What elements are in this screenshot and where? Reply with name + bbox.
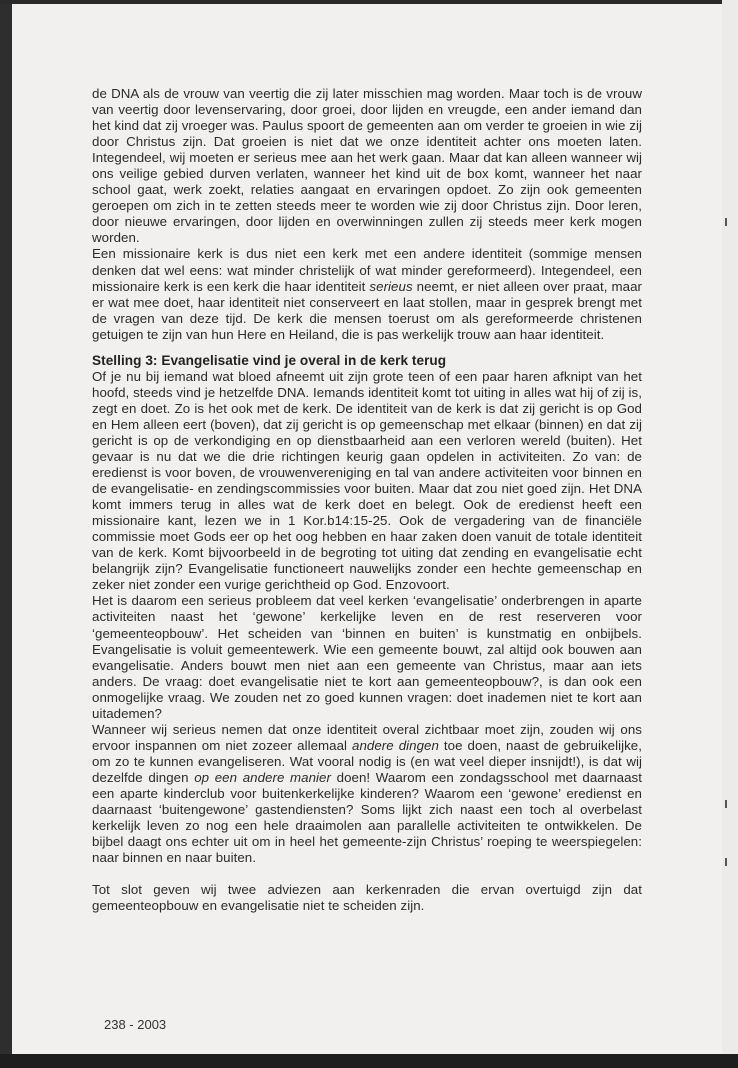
text-run: Of je nu bij iemand wat bloed afneemt uit zijn grote teen of een paar haren afknipt van het hoofd, steeds vind je hetzelfde DNA. Iemands identiteit komt tot uiting in alles wat hij of zij is, zegt en doet. Zo is het ook met de kerk. De identiteit van de kerk is dat zij gericht is op God en Hem alleen eert (boven), dat zij gericht is op gemeenschap met elkaar (binnen) en dat zij gericht is op de verkondiging en op dienstbaarheid aan een verloren wereld (buiten). Het gevaar is nu dat we die drie richtingen keurig gaan opdelen in activiteiten. Zo van: de eredienst is voor boven, de vrouwenvereniging en tal van andere activiteiten voor binnen en de evangelisatie- en zendingscommissies voor buiten. Maar dat zou niet goed zijn. Het DNA komt immers terug in alles wat de kerk doet en belegt. Ook de eredienst heeft een missionaire kant, lezen we in 1 Kor.b14:15-25. Ook de vergadering van de financiële commissie moet Gods eer op het oog hebben en haar zaken doen vanuit de totale identiteit van de kerk. Komt bijvoorbeeld in de begroting tot uiting dat zending en evangelisatie echt belangrijk zijn? Evangelisatie functioneert nauwelijks zonder een hechte gemeenschap en zeker niet zonder een vurige gerichtheid op God. Enzovoort. [92, 368, 642, 593]
paragraph [92, 722, 642, 866]
margin-mark [725, 858, 727, 866]
text-run: neemt, er niet alleen over praat, maar er wat mee doet, haar identiteit niet conserveert en laat stollen, maar in gesprek brengt met de vragen van deze tijd. De kerk die mensen toerust om als gereformeerde christenen getuigen te zijn van hun Here en Heiland, die is pas werkelijk trouw aan haar identiteit. [92, 278, 642, 342]
emphasis-text: op een andere manier [194, 769, 331, 785]
section-intro [92, 86, 642, 343]
section-heading: Stelling 3: Evangelisatie vind je overal in de kerk terug [92, 352, 447, 368]
text-run: de DNA als de vrouw van veertig die zij later misschien mag worden. Maar toch is de vrouw van veertig door levenservaring, door groei, door lijden en vreugde, een ander iemand dan het kind dat zij vroeger was. Paulus spoort de gemeenten aan om verder te groeien in wie zij door Christus zijn. Dat groeien is niet dat we onze identiteit achter ons moeten laten. Integendeel, wij moeten er serieus mee aan het werk gaan. Maar dat kan alleen wanneer wij ons veilige gebied durven verlaten, wanneer het kind uit de box komt, wanneer het naar school gaat, werk zoekt, relaties aangaat en ervaringen opdoet. Zo zijn ook gemeenten geroepen om zich in te zetten steeds meer te worden wie zij door Christus zijn. Door leren, door nieuwe ervaringen, door lijden en overwinningen zullen zij steeds meer kerk mogen worden. [92, 86, 642, 246]
text-run: Een missionaire kerk is dus niet een kerk met een andere identiteit (sommige mensen denken dat wel eens: wat minder christelijk of wat minder gereformeerd). Integendeel, een missionaire kerk is een kerk die haar identiteit [92, 246, 642, 294]
text-run: toe doen, naast de gebruikelijke, om zo te kunnen evangeliseren. Wat vooral nodig is (en wat veel dieper insnijdt!), is dat wij dezelfde dingen [92, 737, 642, 785]
margin-mark [725, 218, 727, 226]
paragraph [92, 593, 642, 721]
page-footer: 238 - 2003 [104, 1017, 167, 1032]
closing-paragraph: Tot slot geven wij twee adviezen aan kerkenraden die ervan overtuigd zijn dat gemeenteopbouw en evangelisatie niet te scheiden zijn. [92, 882, 642, 914]
paragraph [92, 246, 642, 342]
text-run: Het is daarom een serieus probleem dat veel kerken ‘evangelisatie’ onderbrengen in aparte activiteiten naast het ‘gewone’ kerkelijke leven en de rest reserveren voor ‘gemeenteopbouw’. Het scheiden van ‘binnen en buiten’ is kunstmatig en onbijbels. Evangelisatie is voluit gemeentewerk. Wie een gemeente bouwt, zal altijd ook bouwen aan evangelisatie. Anders bouwt men niet aan een gemeente van Christus, maar aan iets anders. De vraag: doet evangelisatie niet te kort aan gemeenteopbouw?, is dan ook een onmogelijke vraag. We zouden net zo goed kunnen vragen: doet inademen niet te kort aan uitademen? [92, 593, 642, 721]
emphasis-text: andere dingen [352, 737, 439, 753]
text-run: Wanneer wij serieus nemen dat onze identiteit overal zichtbaar moet zijn, zouden wij ons ervoor inspannen om niet zozeer allemaal [92, 721, 642, 753]
margin-mark [725, 800, 727, 808]
scan-border [0, 1054, 738, 1068]
emphasis-text: serieus [369, 278, 413, 294]
page-edge [722, 0, 738, 1068]
paragraph [92, 369, 642, 594]
paragraph-gap [92, 866, 642, 882]
text-run: doen! Waarom een zondagsschool met daarnaast een aparte kinderclub voor buitenkerkelijke kinderen? Waarom een ‘gewone’ eredienst en daarnaast ‘buitengewone’ gastendiensten? Soms lijkt zich naast een toch al overbelast kerkelijk leven zo nog een hele draaimolen aan parallelle activiteiten te ontwikkelen. De bijbel daagt ons echter uit om in heel het gemeente-zijn Christus’ roeping te weerspiegelen: naar binnen en naar buiten. [92, 769, 642, 866]
paragraph [92, 86, 642, 246]
body-text [92, 86, 642, 914]
section-stelling-3 [92, 369, 642, 866]
